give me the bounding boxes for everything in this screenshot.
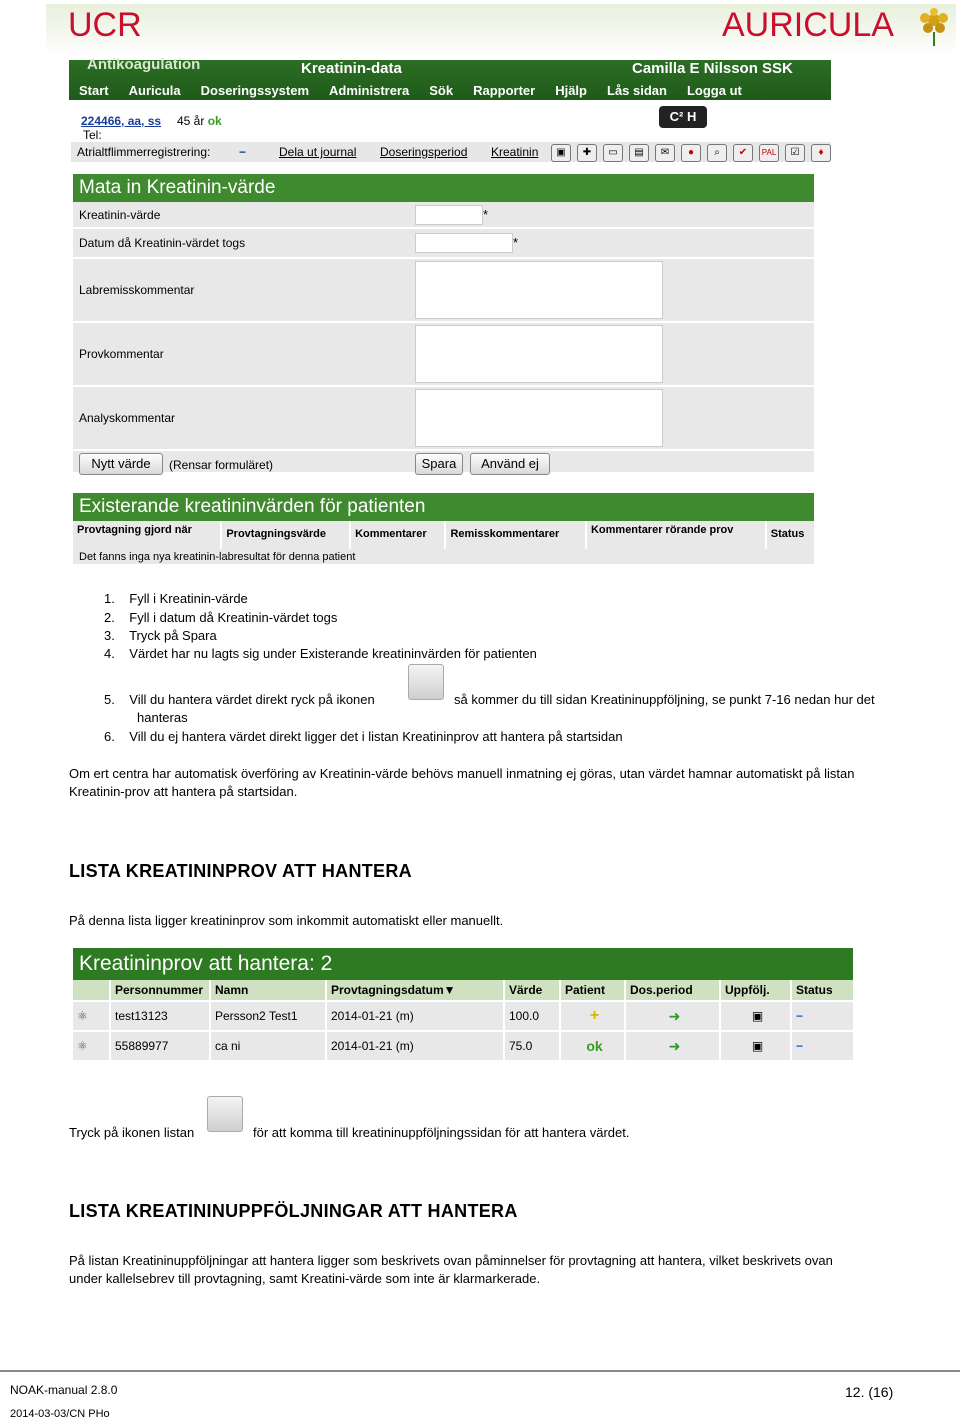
heading-lista-uppfoljningar: LISTA KREATININUPPFÖLJNINGAR ATT HANTERA xyxy=(69,1201,518,1221)
kreatinin-followup-icon[interactable]: ▣ xyxy=(721,1002,792,1030)
required-mark: * xyxy=(513,235,519,250)
header-right-title: AURICULA xyxy=(722,6,894,44)
molecule-icon[interactable]: ⚛ xyxy=(73,1032,111,1060)
mail-icon[interactable]: ✉ xyxy=(655,144,675,162)
col-status[interactable]: Status xyxy=(796,983,833,997)
step-5-end: hanteras xyxy=(137,710,188,725)
col-remisskommentarer: Remisskommentarer xyxy=(446,521,587,549)
paragraph-lista-kreatininprov: På denna lista ligger kreatininprov som inkommit automatiskt eller manuellt. xyxy=(69,913,504,928)
kreatininprov-title: Kreatininprov att hantera: 2 xyxy=(73,948,853,980)
tryck-text-b: för att komma till kreatininuppföljningssidan för att hantera värdet. xyxy=(253,1125,630,1140)
form-buttons xyxy=(73,451,814,482)
table-row xyxy=(73,1000,853,1030)
col-namn[interactable]: Namn xyxy=(211,980,327,1000)
row-labremiss xyxy=(73,259,814,323)
pill-icon[interactable]: ● xyxy=(681,144,701,162)
minus-icon[interactable]: − xyxy=(239,145,247,159)
page-title: Kreatinin-data xyxy=(301,60,402,77)
col-status: Status xyxy=(770,528,805,540)
col-dos-period[interactable]: Dos.period xyxy=(626,980,721,1000)
tel-label: Tel: xyxy=(83,128,102,142)
existing-empty-message: Det fanns inga nya kreatinin-labresultat för denna patient xyxy=(79,551,356,563)
tools-icon[interactable]: ✚ xyxy=(577,144,597,162)
col-kommentarer: Kommentarer xyxy=(351,521,446,549)
col-uppfolj[interactable]: Uppfölj. xyxy=(721,980,792,1000)
cell-personnummer: 55889977 xyxy=(111,1032,211,1060)
cell-namn: Persson2 Test1 xyxy=(211,1002,327,1030)
step-5-cont: så kommer du till sidan Kreatininuppföljning, se punkt 7-16 nedan hur det xyxy=(454,692,875,707)
col-provtagningsdatum[interactable]: Provtagningsdatum▼ xyxy=(327,980,505,1000)
row-analyskommentar xyxy=(73,387,814,451)
kreatinin-followup-icon xyxy=(408,664,444,700)
status-minus-icon[interactable]: − xyxy=(796,1009,804,1023)
menu-hjalp[interactable]: Hjälp xyxy=(555,83,587,98)
existing-panel xyxy=(73,493,814,564)
menu-doseringssystem[interactable]: Doseringssystem xyxy=(200,83,310,98)
link-dela-ut-journal[interactable]: Dela ut journal xyxy=(279,145,357,159)
user-name: Camilla E Nilsson SSK xyxy=(632,60,793,77)
menu-rapporter[interactable]: Rapporter xyxy=(473,83,536,98)
footer-divider xyxy=(0,1370,960,1372)
checkbox-icon[interactable]: ☑ xyxy=(785,144,805,162)
patient-id-link[interactable]: 224466, aa, ss xyxy=(81,114,162,128)
app-topbar xyxy=(69,56,831,100)
menu-auricula[interactable]: Auricula xyxy=(128,83,181,98)
go-arrow-icon[interactable]: ➜ xyxy=(626,1032,721,1060)
menu-sok[interactable]: Sök xyxy=(429,83,454,98)
col-varde[interactable]: Värde xyxy=(505,980,561,1000)
analyskommentar-textarea[interactable] xyxy=(415,389,663,447)
go-arrow-icon[interactable]: ➜ xyxy=(626,1002,721,1030)
label-kreatinin-varde: Kreatinin-värde xyxy=(79,208,161,222)
reg-label: Atrialtflimmerregistrering: xyxy=(77,145,211,159)
molecule-icon[interactable]: ⚛ xyxy=(73,1002,111,1030)
new-value-note: (Rensar formuläret) xyxy=(169,458,274,472)
cell-varde: 75.0 xyxy=(505,1032,561,1060)
device-icon[interactable]: ▭ xyxy=(603,144,623,162)
label-provkommentar: Provkommentar xyxy=(79,347,164,361)
col-provtagningsvarde: Provtagningsvärde xyxy=(222,521,351,549)
kreatininprov-table xyxy=(73,948,853,1060)
required-mark: * xyxy=(483,207,489,222)
col-provtagning-gjord: Provtagning gjord när xyxy=(73,521,222,549)
kreatinin-followup-icon[interactable]: ▣ xyxy=(721,1032,792,1060)
pal-icon[interactable]: PAL xyxy=(759,144,779,162)
patient-age: 45 år ok xyxy=(177,114,222,128)
col-personnummer[interactable]: Personnummer xyxy=(111,980,211,1000)
step-1: 1. Fyll i Kreatinin-värde xyxy=(104,591,248,606)
toolbar-icons xyxy=(551,144,831,162)
existing-title: Existerande kreatininvärden för patienten xyxy=(73,493,814,521)
paragraph-uppfoljningar-1: På listan Kreatininuppföljningar att hantera ligger som beskrivets ovan påminnelser för provtagning att hantera, vilket beskrivets ovan xyxy=(69,1253,833,1268)
menu-administrera[interactable]: Administrera xyxy=(329,83,410,98)
label-datum: Datum då Kreatinin-värdet togs xyxy=(79,236,246,250)
step-3: 3. Tryck på Spara xyxy=(104,628,217,643)
main-menu xyxy=(69,81,831,100)
kreatinin-varde-input[interactable] xyxy=(415,205,483,225)
table-row xyxy=(73,1030,853,1060)
auricula-logo xyxy=(916,6,952,46)
existing-header xyxy=(73,521,814,549)
footer-manual: NOAK-manual 2.8.0 xyxy=(10,1383,118,1397)
blood-drop-icon[interactable]: ♦ xyxy=(811,144,831,162)
cell-datum: 2014-01-21 (m) xyxy=(327,1002,505,1030)
cell-personnummer: test13123 xyxy=(111,1002,211,1030)
status-minus-icon[interactable]: − xyxy=(796,1039,804,1053)
cell-namn: ca ni xyxy=(211,1032,327,1060)
heading-lista-kreatininprov: LISTA KREATININPROV ATT HANTERA xyxy=(69,861,412,881)
ok-icon[interactable]: ok xyxy=(561,1032,626,1060)
labremisskommentar-textarea[interactable] xyxy=(415,261,663,319)
tryck-text-a: Tryck på ikonen listan xyxy=(69,1125,195,1140)
save-button[interactable]: Spara xyxy=(415,453,463,475)
col-patient[interactable]: Patient xyxy=(561,980,626,1000)
cell-datum: 2014-01-21 (m) xyxy=(327,1032,505,1060)
kreatinin-followup-icon[interactable]: ▣ xyxy=(551,144,571,162)
menu-start[interactable]: Start xyxy=(79,83,109,98)
paragraph-auto-transfer: Om ert centra har automatisk överföring av Kreatinin-värde behövs manuell inmatning ej göras, utan värdet hamnar automatiskt på listan xyxy=(69,766,855,781)
kreatinin-followup-icon xyxy=(207,1096,243,1132)
paragraph-auto-transfer-2: Kreatinin-prov att hantera på startsidan. xyxy=(69,784,298,799)
link-doseringsperiod[interactable]: Doseringsperiod xyxy=(380,145,468,159)
col-kommentarer-prov: Kommentarer rörande prov xyxy=(587,521,767,549)
ch-badge-icon[interactable]: C² H xyxy=(659,106,707,128)
step-2: 2. Fyll i datum då Kreatinin-värdet togs xyxy=(104,610,338,625)
registration-bar xyxy=(71,142,831,162)
plus-icon[interactable]: + xyxy=(561,1002,626,1030)
check-red-icon[interactable]: ✔ xyxy=(733,144,753,162)
menu-las-sidan[interactable]: Lås sidan xyxy=(607,83,667,98)
link-kreatinin[interactable]: Kreatinin xyxy=(491,145,539,159)
card-icon[interactable]: ▤ xyxy=(629,144,649,162)
form-title: Mata in Kreatinin-värde xyxy=(73,174,814,202)
step-5: 5. Vill du hantera värdet direkt ryck på ikonen xyxy=(104,692,375,707)
datum-input[interactable] xyxy=(415,233,513,253)
kreatininprov-header xyxy=(73,980,853,1000)
search-icon[interactable]: ⌕ xyxy=(707,144,727,162)
step-6: 6. Vill du ej hantera värdet direkt ligger det i listan Kreatininprov att hantera på startsidan xyxy=(104,729,623,744)
provkommentar-textarea[interactable] xyxy=(415,325,663,383)
header-left-title: UCR xyxy=(68,6,142,44)
row-kreatinin-varde xyxy=(73,202,814,229)
form-panel xyxy=(73,174,814,472)
row-provkommentar xyxy=(73,323,814,387)
step-4: 4. Värdet har nu lagts sig under Existerande kreatininvärden för patienten xyxy=(104,646,537,661)
col-icon xyxy=(73,980,111,1000)
row-datum xyxy=(73,229,814,259)
menu-logga-ut[interactable]: Logga ut xyxy=(686,83,742,98)
cell-varde: 100.0 xyxy=(505,1002,561,1030)
label-analyskommentar: Analyskommentar xyxy=(79,411,176,425)
patient-info xyxy=(69,108,831,164)
label-labremisskommentar: Labremisskommentar xyxy=(79,283,195,297)
footer-page: 12. (16) xyxy=(845,1384,894,1400)
paragraph-uppfoljningar-2: under kallelsebrev till provtagning, samt Kreatini-värde som inte är klarmarkerade. xyxy=(69,1271,541,1286)
ok-icon: ok xyxy=(207,114,222,128)
module-title: Antikoagulation xyxy=(87,56,201,73)
new-value-button[interactable]: Nytt värde xyxy=(79,453,163,475)
unused-button[interactable]: Använd ej xyxy=(470,453,550,475)
footer-date: 2014-03-03/CN PHo xyxy=(10,1408,110,1420)
